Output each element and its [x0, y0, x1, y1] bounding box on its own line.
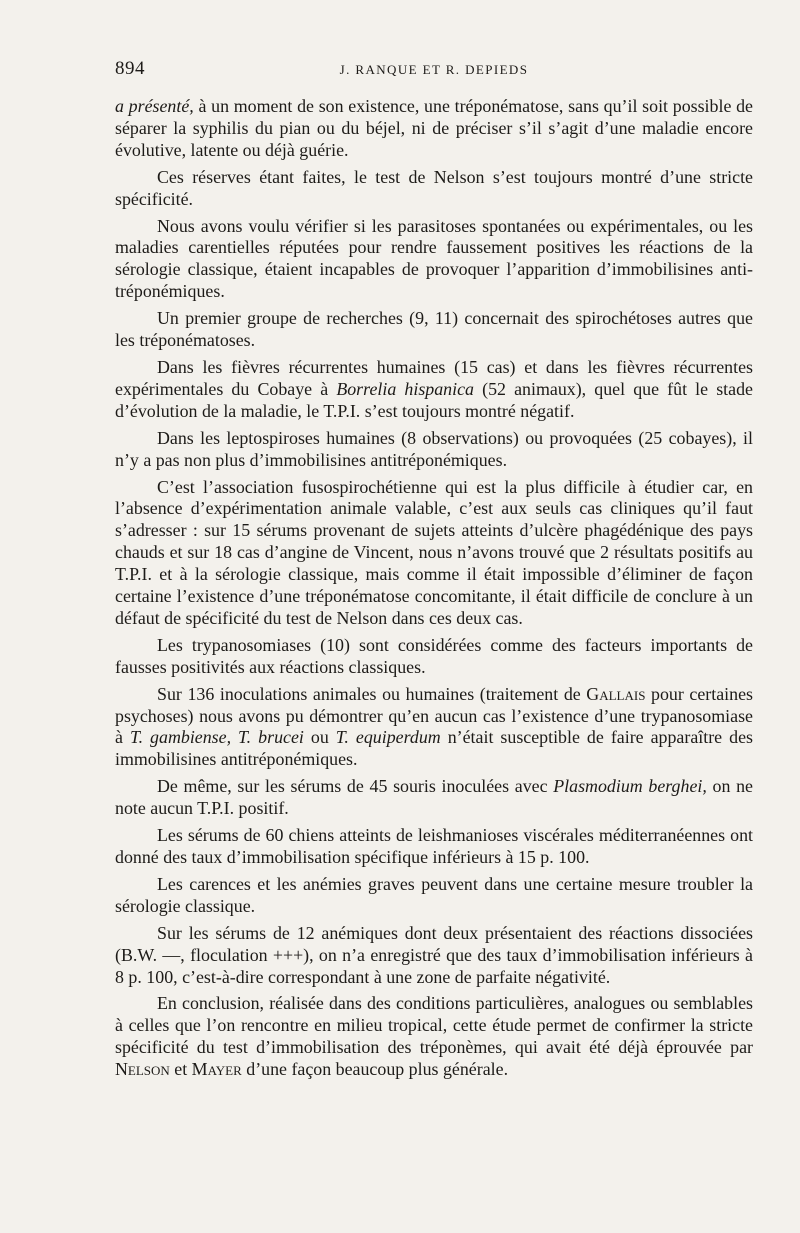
paragraph-7: C’est l’association fusospirochétienne qui est la plus difficile à étudier car, en l’absence d’expérimentation animale valable, c’est aux seuls cas cliniques qu’il faut s’adresser : sur 15 sérums provenant de sujets atteints d’ulcère phagédénique des pays chauds et sur 18 cas d’angine de Vincent, nous n’avons trouvé que 2 résultats positifs au T.P.I. et à la sérologie classique, mais comme il était impossible d’éliminer de façon certaine l’existence d’une tréponématose concomitante, il était difficile de conclure à un défaut de spécificité du test de Nelson dans ces deux cas.	[115, 476, 753, 628]
document-page	[115, 58, 753, 1086]
author-name: Nelson	[115, 1059, 170, 1080]
author-name: Mayer	[191, 1059, 242, 1080]
species-name: T. gambiense, T. brucei	[129, 727, 304, 748]
text-span: et	[169, 1059, 192, 1080]
text-span: d’une façon beaucoup plus générale.	[241, 1059, 509, 1080]
text-span: à un moment de son existence, une tréponématose, sans qu’il soit possible de séparer la syphilis du pian ou du béjel, ni de préciser s’il s’agit d’une maladie encore évolutive, latente ou déjà guérie.	[115, 96, 753, 160]
page-header	[115, 58, 753, 86]
body-text	[115, 96, 753, 1081]
paragraph-5	[115, 357, 753, 423]
text-span: ou	[303, 727, 336, 748]
text-span: pour certaines psychoses) nous avons pu démontrer qu’en aucun cas l’existence d’une trypanosomiase à	[115, 683, 753, 748]
paragraph-6: Dans les leptospiroses humaines (8 observations) ou provoquées (25 cobayes), il n’y a pas non plus d’immobilisines antitréponémiques.	[115, 427, 753, 470]
paragraph-4: Un premier groupe de recherches (9, 11) concernait des spirochétoses autres que les tréponématoses.	[115, 308, 753, 351]
species-name: Plasmodium berghei,	[553, 776, 707, 797]
paragraph-13: Sur les sérums de 12 anémiques dont deux présentaient des réactions dissociées (B.W. —, floculation +++), on n’a enregistré que des taux d’immobilisation inférieurs à 8 p. 100, c’est-à-dire correspondant à une zone de parfaite négativité.	[115, 922, 753, 987]
text-span: De même, sur les sérums de 45 souris inoculées avec	[157, 776, 554, 797]
paragraph-14	[115, 993, 753, 1081]
species-name: T. equiperdum	[335, 727, 441, 748]
text-span: Sur 136 inoculations animales ou humaines (traitement de	[157, 683, 587, 704]
paragraph-11: Les sérums de 60 chiens atteints de leishmanioses viscérales méditerranéennes ont donné des taux d’immobilisation spécifique inférieurs à 15 p. 100.	[115, 825, 753, 867]
text-span: n’était susceptible de faire apparaître des immobilisines antitréponémiques.	[115, 727, 753, 770]
running-head: J. RANQUE ET R. DEPIEDS	[339, 62, 529, 77]
paragraph-9	[115, 684, 753, 772]
paragraph-10	[115, 776, 753, 820]
species-name: Borrelia hispanica	[336, 378, 474, 399]
paragraph-3: Nous avons voulu vérifier si les parasitoses spontanées ou expérimentales, ou les maladies carentielles réputées pour rendre faussement positives les réactions de la sérologie classique, étaient incapables de provoquer l’apparition d’immobilisines anti-tréponémiques.	[115, 215, 753, 302]
paragraph-2: Ces réserves étant faites, le test de Nelson s’est toujours montré d’une stricte spécificité.	[115, 166, 753, 209]
text-span: on ne note aucun T.P.I. positif.	[115, 776, 754, 819]
paragraph-8: Les trypanosomiases (10) sont considérées comme des facteurs importants de fausses positivités aux réactions classiques.	[115, 634, 753, 677]
text-span: Dans les fièvres récurrentes humaines (15 cas) et dans les fièvres récurrentes expérimentales du Cobaye à	[115, 356, 753, 399]
italic-phrase: a présenté,	[115, 96, 194, 116]
paragraph-1	[115, 96, 753, 162]
text-span: En conclusion, réalisée dans des conditions particulières, analogues ou semblables à celles que l’on rencontre en milieu tropical, cette étude permet de confirmer la stricte spécificité du test d’immobilisation des tréponèmes, qui avait été déjà éprouvée par	[115, 993, 753, 1058]
author-name: Gallais	[586, 683, 646, 704]
text-span: (52 animaux), quel que fût le stade d’évolution de la maladie, le T.P.I. s’est toujours montré négatif.	[115, 378, 753, 421]
page-number: 894	[115, 58, 145, 79]
paragraph-12: Les carences et les anémies graves peuvent dans une certaine mesure troubler la sérologie classique.	[115, 873, 753, 916]
